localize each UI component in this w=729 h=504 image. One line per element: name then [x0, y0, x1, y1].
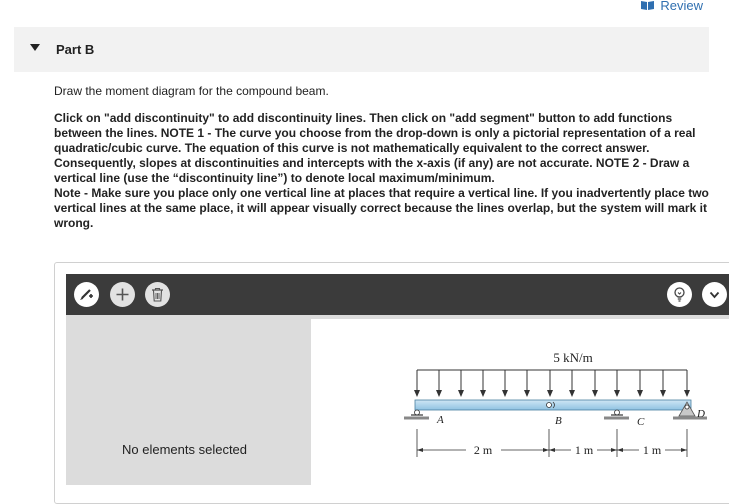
dimension-label-cd: 1 m — [642, 443, 662, 457]
selection-status: No elements selected — [122, 442, 248, 457]
part-title: Part B — [56, 42, 95, 57]
support-c — [604, 410, 629, 418]
point-label-c: C — [637, 416, 645, 428]
beam — [415, 400, 691, 410]
instructions — [54, 84, 714, 231]
distributed-load-arrows — [414, 370, 690, 397]
instruction-prompt: Draw the moment diagram for the compound beam. — [54, 84, 329, 98]
chevron-down-icon — [709, 291, 720, 299]
point-label-a: A — [437, 414, 444, 426]
review-link[interactable] — [640, 0, 703, 13]
book-icon — [640, 0, 655, 11]
instruction-details: Click on "add discontinuity" to add discontinuity lines. Then click on "add segment" button to add functions between the lines. NOTE 1 - The curve you choose from the drop-down is only a pictorial representation of a real quadratic/cubic curve. The equation of this curve is not mathematically equivalent to the correct answer. Consequently, slopes at discontinuities and intercepts with the x-axis (if any) are not accurate. NOTE 2 - Draw a vertical line (use the “discontinuity line”) to denote local maximum/minimum. — [54, 111, 696, 185]
point-label-d: D — [697, 408, 705, 420]
dimension-label-ab: 2 m — [473, 443, 493, 457]
beam-figure — [311, 319, 729, 489]
hint-lightbulb-icon — [672, 286, 687, 303]
add-segment-button[interactable] — [110, 282, 135, 307]
point-label-b: B — [555, 415, 562, 427]
support-a — [404, 410, 429, 418]
expand-button[interactable] — [702, 282, 727, 307]
instruction-note: Note - Make sure you place only one vertical line at places that require a vertical line. If you inadvertently place two vertical lines at the same place, it will appear visually correct because the lines overlap, but the system will mark it wrong. — [54, 186, 709, 230]
delete-button[interactable] — [145, 282, 170, 307]
compound-beam-diagram — [311, 319, 729, 489]
add-segment-icon — [115, 287, 130, 302]
drawing-toolbar — [66, 274, 729, 315]
hint-button[interactable] — [667, 282, 692, 307]
part-header[interactable] — [14, 27, 709, 72]
load-label: 5 kN/m — [553, 350, 593, 365]
dimension-label-bc: 1 m — [574, 443, 594, 457]
delete-icon — [151, 287, 164, 302]
review-label: Review — [660, 0, 703, 13]
add-discontinuity-button[interactable] — [74, 282, 99, 307]
collapse-caret-icon[interactable] — [30, 44, 40, 51]
add-discontinuity-icon — [78, 286, 95, 303]
